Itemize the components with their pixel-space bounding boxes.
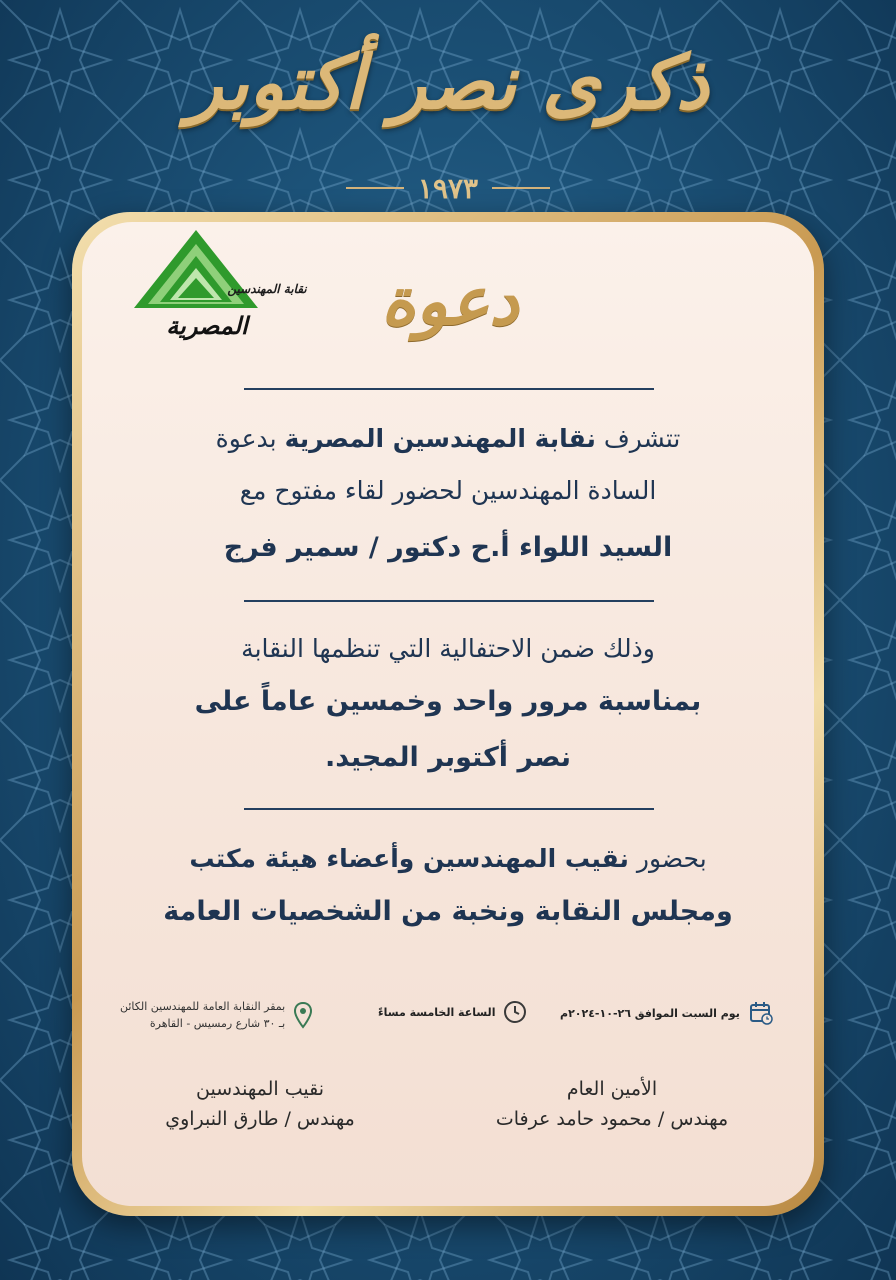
attendance-line-1 bbox=[100, 844, 796, 873]
location-text bbox=[120, 998, 285, 1032]
syndicate-head-signature bbox=[110, 1078, 410, 1130]
header-year-row bbox=[0, 168, 896, 208]
invite-line-1-post: بدعوة bbox=[215, 424, 285, 453]
invite-line-2: السادة المهندسين لحضور لقاء مفتوح مع bbox=[239, 476, 657, 505]
logo-text-top: نقابة المهندسين bbox=[227, 282, 307, 296]
clock-icon bbox=[503, 1000, 527, 1024]
signature-name: مهندس / محمود حامد عرفات bbox=[495, 1108, 729, 1130]
location-line-1: بمقر النقابة العامة للمهندسين الكائن bbox=[120, 1000, 286, 1013]
logo-text-main: المصرية bbox=[166, 312, 248, 340]
guest-name: السيد اللواء أ.ح دكتور / سمير فرج bbox=[223, 532, 673, 563]
divider bbox=[244, 808, 654, 810]
invite-line-1 bbox=[100, 424, 796, 453]
attendance-line-2: ومجلس النقابة ونخبة من الشخصيات العامة bbox=[163, 896, 733, 927]
location-line-2: بـ ٣٠ شارع رمسيس - القاهرة bbox=[149, 1017, 286, 1030]
secretary-general-signature bbox=[462, 1078, 762, 1130]
date-info bbox=[560, 1000, 774, 1026]
divider bbox=[244, 600, 654, 602]
signature-name: مهندس / طارق النبراوي bbox=[165, 1108, 355, 1130]
year-divider-line bbox=[492, 187, 550, 189]
location-info bbox=[120, 998, 313, 1032]
occasion-line-3: نصر أكتوبر المجيد. bbox=[324, 742, 571, 773]
syndicate-name: نقابة المهندسين المصرية bbox=[284, 424, 596, 453]
attendance-pre: بحضور bbox=[628, 844, 707, 873]
invitation-title: دعوة bbox=[381, 262, 519, 340]
year-divider-line bbox=[346, 187, 404, 189]
time-info bbox=[378, 1000, 527, 1024]
attendance-bold: نقيب المهندسين وأعضاء هيئة مكتب bbox=[189, 844, 629, 873]
occasion-line-1: وذلك ضمن الاحتفالية التي تنظمها النقابة bbox=[241, 634, 655, 663]
header-year: ١٩٧٣ bbox=[417, 171, 479, 205]
occasion-line-2: بمناسبة مرور واحد وخمسين عاماً على bbox=[194, 686, 702, 717]
signature-title: نقيب المهندسين bbox=[196, 1078, 324, 1100]
invite-line-1-pre: تتشرف bbox=[595, 424, 681, 453]
location-pin-icon bbox=[293, 1001, 313, 1029]
time-text: الساعة الخامسة مساءً bbox=[378, 1005, 496, 1019]
calendar-icon bbox=[748, 1000, 774, 1026]
divider bbox=[244, 388, 654, 390]
date-text: يوم السبت الموافق ٢٦-١٠-٢٠٢٤م bbox=[560, 1006, 740, 1020]
signature-title: الأمين العام bbox=[566, 1078, 658, 1100]
header-title: ذكرى نصر أكتوبر bbox=[187, 40, 709, 126]
